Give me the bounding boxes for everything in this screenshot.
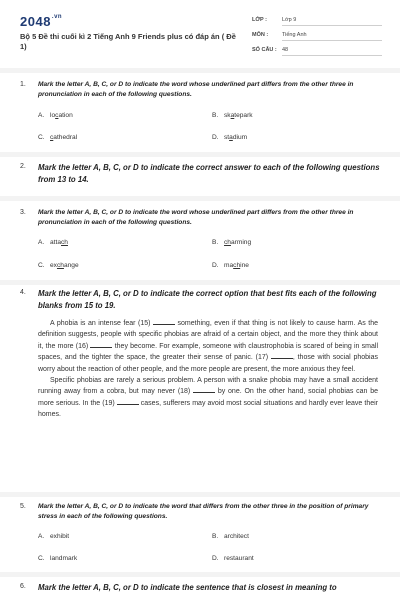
blank-15[interactable] [153,318,175,325]
option-text: restaurant [224,555,254,562]
site-logo[interactable] [20,14,62,29]
logo-text: 2048 [20,14,51,29]
option-text: exhibit [50,533,70,540]
meta-count [252,47,382,53]
option-letter: B. [212,239,219,246]
meta-count-label: SỐ CÂU : [252,47,277,53]
question-number: 5. [20,503,26,510]
question-4 [20,288,382,312]
question-text: Mark the letter A, B, C, or D to indicate the correct option that best fits each of the following blanks from 15 to 19. [38,289,377,310]
option-letter: D. [212,555,219,562]
underlined-part: ch [61,239,68,246]
underlined-part: c [50,134,54,141]
question-text: Mark the letter A, B, C, or D to indicate the correct answer to each of the following questions from 13 to 14. [38,163,380,184]
section-divider [0,280,400,285]
option-letter: A. [38,533,45,540]
meta-subject [252,32,382,38]
question-number: 6. [20,583,26,590]
option-text: athedral [53,134,78,141]
option-text: ation [58,112,73,119]
underlined-part: ch [56,262,64,269]
blank-18[interactable] [193,386,215,393]
meta-class-label: LỚP : [252,17,267,23]
option-letter: C. [38,262,45,269]
meta-underline [282,55,382,56]
meta-subject-value: Tiếng Anh [282,32,307,38]
meta-underline [282,40,382,41]
underlined-part: ch [233,262,241,269]
option-letter: A. [38,239,45,246]
passage-text: cases, sufferers may avoid most social situations and hardly ever leave their homes. [38,399,378,419]
option-text: ex [50,262,57,269]
option-letter: C. [38,555,45,562]
meta-count-value: 48 [282,47,289,53]
section-divider [0,572,400,577]
underlined-part: a [229,134,233,141]
question-6 [20,582,382,594]
option-b[interactable] [212,239,251,246]
option-text: arming [230,239,252,246]
question-number: 4. [20,289,26,296]
option-c[interactable] [38,134,77,141]
meta-underline [282,25,382,26]
option-letter: B. [212,533,219,540]
option-letter: B. [212,112,219,119]
question-text: Mark the letter A, B, C, or D to indicate the sentence that is closest in meaning to [38,583,337,592]
passage-text: they become. For example, someone with claustrophobia is scared of being in small spaces, and the tighter the space, the greater their sense of panic. (17) [38,342,378,362]
option-letter: D. [212,262,219,269]
option-letter: C. [38,134,45,141]
option-a[interactable] [38,239,68,246]
question-text: Mark the letter A, B, C, or D to indicate the word whose underlined part differs from the other three in pronunciation in each of the following questions. [38,209,354,226]
question-number: 1. [20,81,26,88]
passage-text: something, even if that thing is not likely to cause harm. As the definition suggests, people with specific phobias are afraid of a certain object, and the more they think about it, the more (16) [38,320,378,350]
question-number: 3. [20,209,26,216]
question-2 [20,162,382,186]
option-text: sk [224,112,231,119]
option-d[interactable] [212,262,249,269]
meta-subject-label: MÔN : [252,32,269,38]
question-text: Mark the letter A, B, C, or D to indicate the word that differs from the other three in the position of primary stress in each of the following questions. [38,503,369,520]
option-text: ma [224,262,234,269]
option-a[interactable] [38,533,69,540]
option-text: lo [50,112,56,119]
option-text: ange [63,262,79,269]
reading-passage [38,318,378,421]
option-text: atta [50,239,61,246]
question-5 [20,502,382,522]
underlined-part: ch [224,239,231,246]
option-text: ine [240,262,249,269]
blank-16[interactable] [90,341,112,348]
option-d[interactable] [212,555,254,562]
option-text: dium [232,134,248,141]
option-d[interactable] [212,134,247,141]
section-divider [0,492,400,497]
passage-text: A phobia is an intense fear (15) [50,320,153,327]
option-b[interactable] [212,533,249,540]
section-divider [0,68,400,73]
option-a[interactable] [38,112,73,119]
passage-paragraph-1 [38,318,378,375]
section-divider [0,152,400,157]
blank-19[interactable] [117,398,139,405]
question-text: Mark the letter A, B, C, or D to indicate the word whose underlined part differs from the other three in pronunciation in each of the following questions. [38,81,354,98]
option-text: st [224,134,230,141]
option-text: landmark [50,555,78,562]
option-text: architect [224,533,249,540]
question-3 [20,208,382,228]
question-1 [20,80,382,100]
meta-class [252,17,382,23]
document-header [0,0,400,62]
underlined-part: c [55,112,59,119]
passage-text: , those with social phobias worry about the reaction of other people, and the more people are present, the more anxious they feel. [38,354,378,373]
option-letter: A. [38,112,45,119]
meta-class-value: Lớp 9 [282,17,297,23]
document-title: Bộ 5 Đề thi cuối kì 2 Tiếng Anh 9 Friends plus có đáp án ( Đề 1) [20,32,236,51]
option-text: tepark [234,112,253,119]
logo-suffix: .vn [51,14,63,20]
blank-17[interactable] [271,352,293,359]
option-letter: D. [212,134,219,141]
option-c[interactable] [38,262,79,269]
option-b[interactable] [212,112,253,119]
section-divider [0,196,400,201]
option-c[interactable] [38,555,77,562]
passage-text: by one. On the other hand, social phobias can be more serious. In the (19) [38,388,378,407]
passage-text: Specific phobias are rarely a serious problem. A person with a snake phobia may have a small accident running away from a cobra, but may never (18) [38,377,378,396]
question-number: 2. [20,163,26,170]
underlined-part: a [230,112,235,119]
passage-paragraph-2 [38,375,378,421]
